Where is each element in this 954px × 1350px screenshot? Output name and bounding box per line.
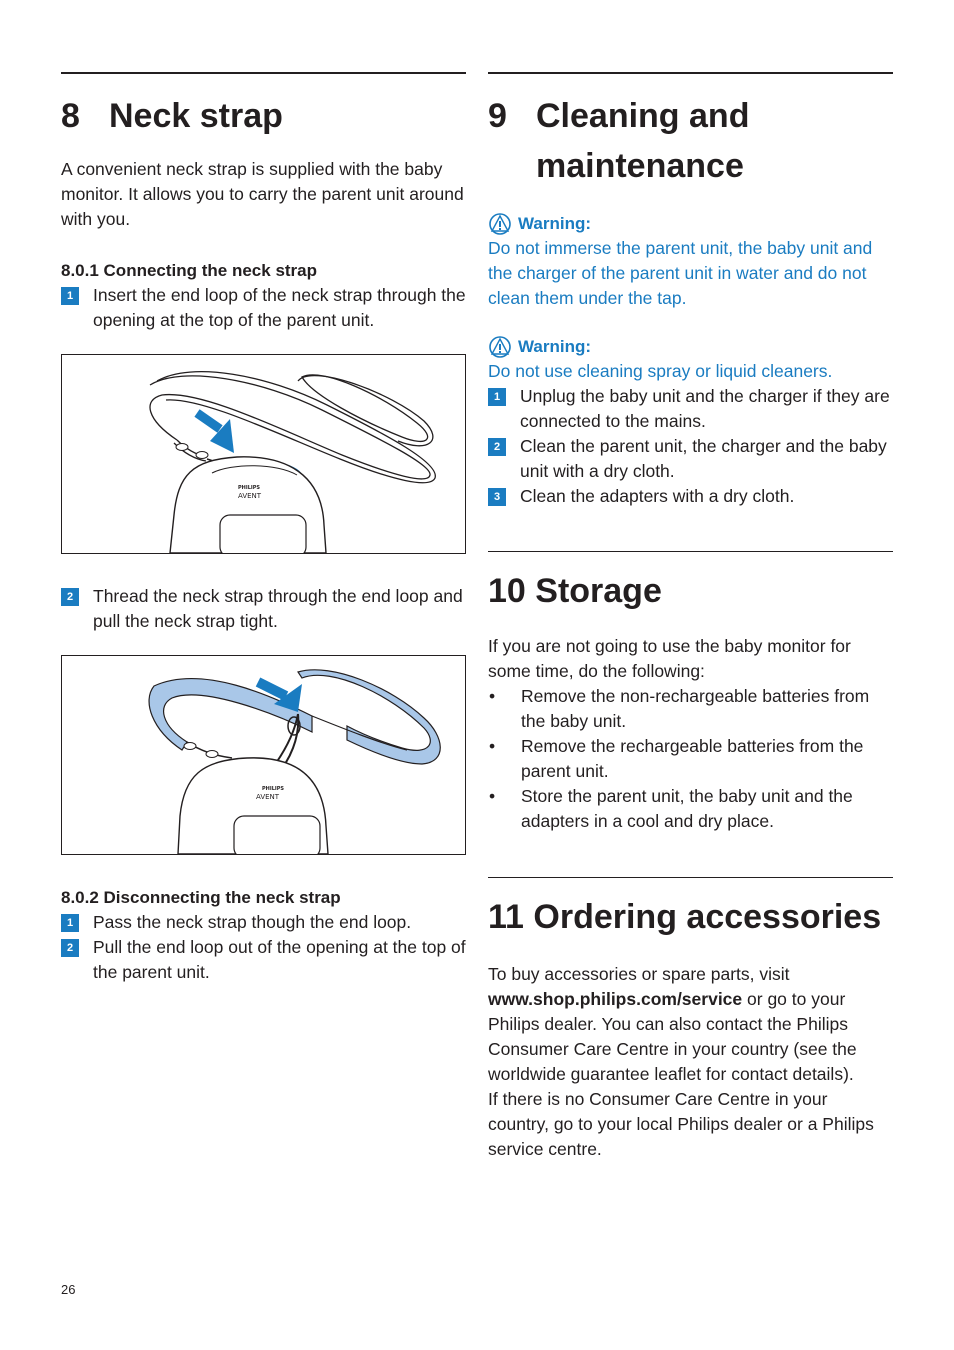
bullet-text: Remove the rechargeable batteries from the parent unit. [521,736,864,781]
step-text: Clean the parent unit, the charger and the baby unit with a dry cloth. [520,436,887,481]
section-rule [488,72,893,74]
warning-text: Do not use cleaning spray or liquid cleaners. [488,361,833,381]
bullet-marker: • [489,736,496,756]
warning-text: Do not immerse the parent unit, the baby unit and the charger of the parent unit in water and do not clean them under the tap. [488,238,873,308]
step-number-badge: 2 [61,939,79,957]
figure-logo: PHILIPS [262,786,285,792]
section-title: Neck strap [109,97,283,135]
right-column [488,72,893,1162]
bullet-text: Remove the non-rechargeable batteries from the baby unit. [521,686,870,731]
section-rule [488,877,893,878]
subsection-title: 8.0.1 Connecting the neck strap [61,261,318,280]
page-number: 26 [61,1282,76,1297]
section-number: 9 [488,97,507,135]
section-title-line: maintenance [536,147,744,185]
ordering-text-before: To buy accessories or spare parts, visit [488,964,790,984]
warning-label: Warning: [518,214,592,233]
intro-paragraph: If you are not going to use the baby monitor for some time, do the following: [488,636,851,681]
section-9-heading [488,91,893,191]
section-10-title: 10 Storage [488,572,662,610]
ordering-paragraph [488,962,893,1087]
figure-brand: AVENT [238,492,262,500]
figure-connecting-strap [61,354,466,554]
bullet-item [488,784,893,834]
figure-logo: PHILIPS [238,485,261,491]
step-item [488,434,893,484]
bullet-marker: • [489,686,496,706]
step-text: Unplug the baby unit and the charger if they are connected to the mains. [520,386,890,431]
warning-icon [488,336,512,358]
step-number-badge: 2 [61,588,79,606]
illustration-strap-tight [62,656,465,854]
step-text: Pull the end loop out of the opening at the top of the parent unit. [93,937,466,982]
subsection-title: 8.0.2 Disconnecting the neck strap [61,888,341,907]
section-rule [488,551,893,552]
step-item [61,584,466,634]
warning-box [488,334,893,384]
warning-box [488,211,893,311]
figure-brand: AVENT [256,793,280,801]
ordering-text-after: or go to your Philips dealer. You can also contact the Philips Consumer Care Centre in your country (see the worldwide guarantee leaflet for contact details). [488,989,857,1084]
ordering-paragraph-2: If there is no Consumer Care Centre in your country, go to your local Philips dealer or a Philips service centre. [488,1089,874,1159]
step-number-badge: 1 [61,914,79,932]
step-number-badge: 1 [488,388,506,406]
illustration-strap-insert [62,355,465,553]
step-item [61,910,466,935]
section-8-heading [61,91,466,141]
left-column [61,72,466,985]
warning-title [488,211,893,236]
bullet-item [488,734,893,784]
step-number-badge: 3 [488,488,506,506]
step-text: Clean the adapters with a dry cloth. [520,486,795,506]
warning-icon [488,213,512,235]
warning-title [488,334,893,359]
figure-tightening-strap [61,655,466,855]
step-number-badge: 2 [488,438,506,456]
step-item [488,484,893,509]
section-11-title: 11 Ordering accessories [488,898,882,936]
step-item [61,935,466,985]
step-number-badge: 1 [61,287,79,305]
section-title-line: Cleaning and [536,97,750,135]
step-text: Thread the neck strap through the end loop and pull the neck strap tight. [93,586,463,631]
step-text: Insert the end loop of the neck strap through the opening at the top of the parent unit. [93,285,466,330]
bullet-marker: • [489,786,496,806]
intro-paragraph: A convenient neck strap is supplied with the baby monitor. It allows you to carry the parent unit around with you. [61,159,464,229]
step-item [488,384,893,434]
step-item [61,283,466,333]
bullet-item [488,684,893,734]
section-number: 8 [61,97,80,135]
service-website-link[interactable]: www.shop.philips.com/service [488,989,743,1009]
section-rule [61,72,466,74]
step-text: Pass the neck strap though the end loop. [93,912,412,932]
bullet-text: Store the parent unit, the baby unit and the adapters in a cool and dry place. [521,786,853,831]
warning-label: Warning: [518,337,592,356]
